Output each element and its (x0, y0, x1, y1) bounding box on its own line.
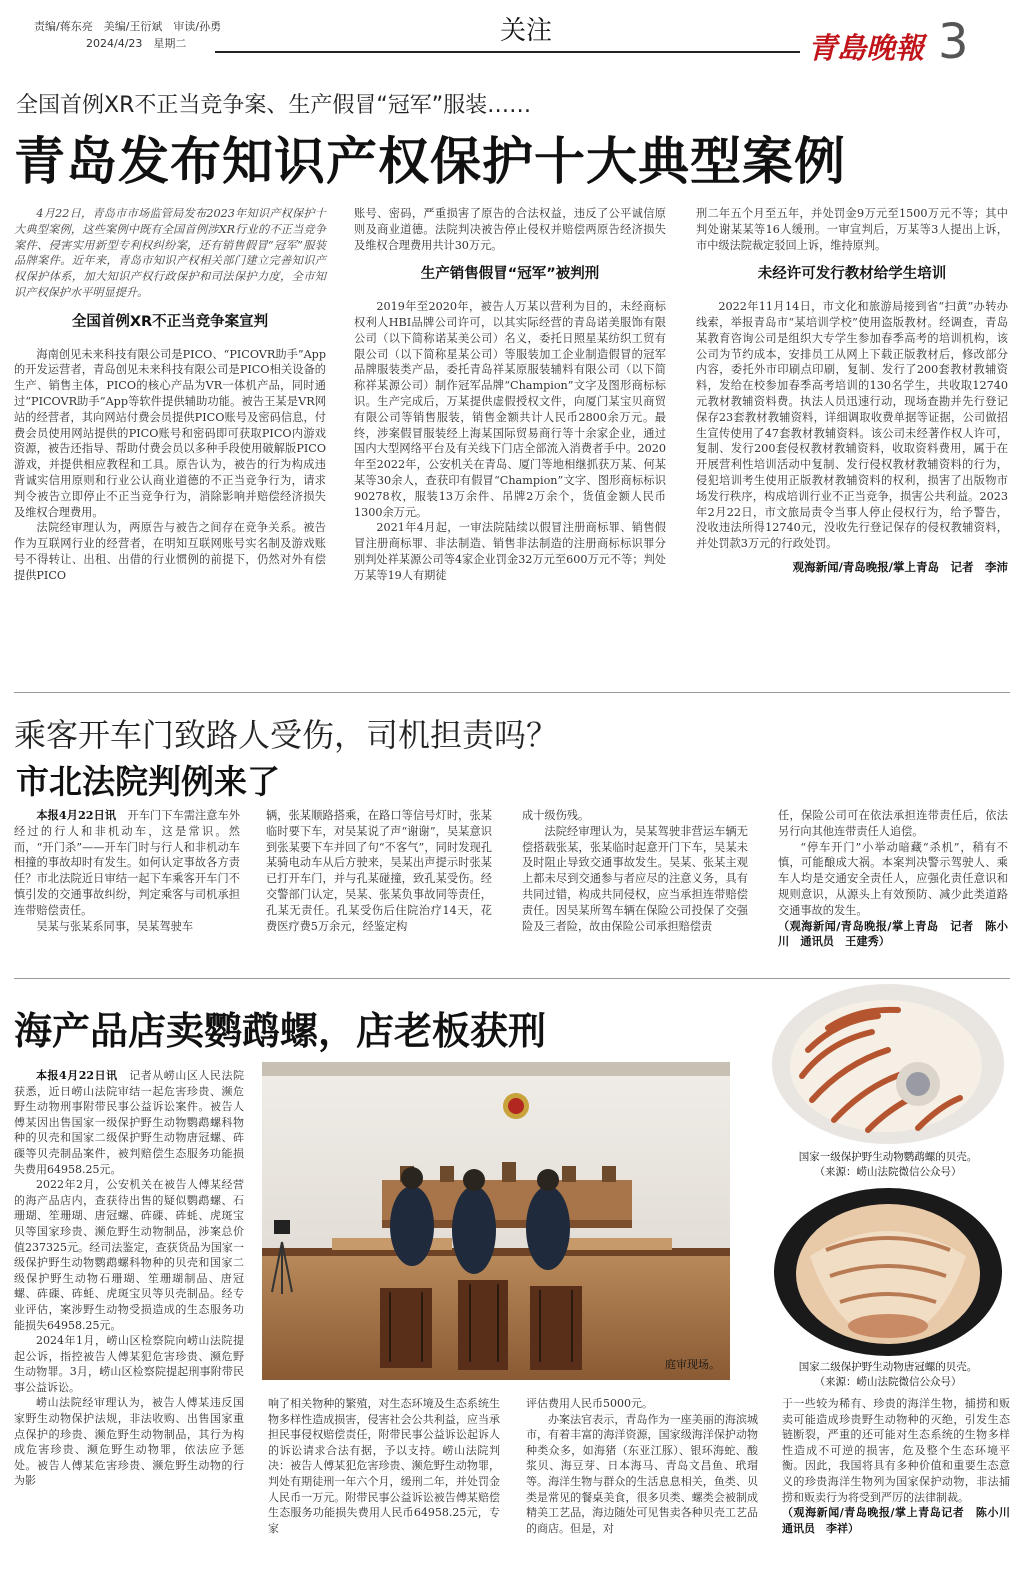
article3-paragraph: 评估费用人民币5000元。 (526, 1397, 653, 1410)
article3-byline (782, 1505, 1021, 1536)
article3-paragraph: 办案法官表示，青岛作为一座美丽的海滨城市，有着丰富的海洋资源，国家级海洋保护动物种类众多，如海猪（东亚江豚）、银环海蛇、酸浆贝、海豆芽、日本海马、青岛文昌鱼、玳瑁等。海洋生物与群众的生活息息相关，鱼类、贝类是常见的餐桌美食，很多贝类、螺类会被制成精美工艺品，海边随处可见售卖各种贝壳工艺品的商店。但是，对 (526, 1412, 758, 1535)
article1-col2 (354, 206, 666, 584)
courtroom-illustration (262, 1062, 730, 1380)
article2-text: 开车门下车需注意车外经过的行人和非机动车，这是常识。然而，“开门杀”——开车门时与行人和非机动车相撞的事故却时有发生。如何认定事故各方责任？市北法院近日审结一起下车乘客开车门不慎引发的交通事故纠纷，判定乘客与司机承担连带赔偿责任。 (14, 809, 240, 917)
article1-lead: 4月22日，青岛市市场监管局发布2023年知识产权保护十大典型案例，这些案例中既有全国首例涉XR行业的不正当竞争案件、侵害实用新型专利权纠纷案，还有销售假冒“冠军”服装品牌案件。近年来，青岛市知识产权相关部门建立完善知识产权保护体系，加大知识产权行政保护和司法保护力度，全市知识产权保护水平明显提升。 (14, 207, 326, 299)
caption-source: （来源：崂山法院微信公众号） (814, 1376, 962, 1388)
page-number: 3 (938, 14, 969, 70)
article1-paragraph: 2021年4月起，一审法院陆续以假冒注册商标罪、销售假冒注册商标罪、非法制造、销售非法制造的注册商标标识罪分别判处祥某源公司等4家企业罚金32万元至600万元不等；判处万某等19人有期徒 (354, 521, 666, 582)
byline-reporters: 记者 陈小川 通讯员 李祥） (782, 1506, 1021, 1535)
byline-outlet: （观海新闻/青岛晚报/掌上青岛 (782, 1506, 942, 1520)
article1-byline: 观海新闻/青岛晚报/掌上青岛 记者 李沛 (792, 559, 1008, 574)
article1-paragraph: 刑二年五个月至五年，并处罚金9万元至1500万元不等；其中判处谢某某等16人缓刑。一审宣判后，万某等3人提出上诉，市中级法院裁定驳回上诉，维持原判。 (696, 207, 1008, 252)
section-title: 关注 (500, 16, 553, 46)
article3-paragraph: 响了相关物种的繁殖，对生态环境及生态系统生物多样性造成损害，侵害社会公共利益，应当承担民事侵权赔偿责任，附带民事公益诉讼起诉人的诉讼请求合法有据，予以支持。崂山法院判决：被告人傅某犯危害珍贵、濒危野生动物罪，判处有期徒刑一年六个月，缓刑二年，并处罚金人民币一万元。附带民事公益诉讼被告傅某赔偿生态服务功能损失费用人民币64958.25元，专家 (268, 1397, 500, 1535)
caption-text: 国家一级保护野生动物鹦鹉螺的贝壳。 (798, 1151, 978, 1163)
photo-caption: 庭审现场。 (665, 1358, 720, 1371)
newspaper-masthead: 青島晚報 (808, 31, 925, 65)
article1-paragraph: 法院经审理认为，两原告与被告之间存在竞争关系。被告作为互联网行业的经营者，在明知互联网账号实名制及游戏账号不得转让、出租、出借的行业惯例的前提下，仍然对外有偿提供PICO (14, 521, 326, 582)
page-header-meta (34, 18, 221, 52)
article1-col1 (14, 206, 326, 584)
nautilus-shell-photo (768, 980, 1008, 1148)
article2-col2 (266, 808, 492, 934)
article2-paragraph: 任，保险公司可在依法承担连带责任后，依法另行向其他连带责任人追偿。 (778, 809, 1008, 838)
shell-caption-1 (768, 1150, 1008, 1180)
article3-headline: 海产品店卖鹦鹉螺，店老板获刑 (14, 1009, 547, 1053)
editor-credits: 责编/蒋东亮 美编/王衍斌 审读/孙勇 (34, 20, 222, 33)
article3-col1 (14, 1068, 244, 1489)
article1-subhead-1: 全国首例XR不正当竞争案宣判 (71, 313, 269, 330)
article2-paragraph: 法院经审理认为，吴某驾驶非营运车辆无偿搭载张某，张某临时起意开门下车，吴某未及时阻止导致交通事故发生。吴某、张某主观上都未尽到交通参与者应尽的注意义务，具有共同过错，构成共同侵权，应当承担连带赔偿责任。因吴某所驾车辆在保险公司投保了交强险及三者险，故由保险公司承担赔偿责 (522, 824, 748, 933)
dateline: 本报4月22日讯 (36, 1069, 118, 1082)
article3-col3 (526, 1396, 758, 1536)
divider (14, 692, 1010, 693)
article1-headline: 青岛发布知识产权保护十大典型案例 (14, 133, 847, 192)
shell-caption-2 (768, 1360, 1008, 1390)
article2-col3 (522, 808, 748, 934)
article2-col4 (778, 808, 1008, 950)
article3-paragraph: 2022年2月，公安机关在被告人傅某经营的海产品店内，查获待出售的疑似鹦鹉螺、石珊瑚、笙珊瑚、唐冠螺、砗磲、砗蚝、虎斑宝贝等国家珍贵、濒危野生动物制品，涉案总价值237325元。经司法鉴定，查获货品为国家一级保护野生动物鹦鹉螺科物种的贝壳和国家二级保护野生动物石珊瑚、笙珊瑚制品、唐冠螺、砗磲、砗蚝、虎斑宝贝等贝壳制品。经专业评估，案涉野生动物受损造成的生态服务功能损失64958.25元。 (14, 1178, 244, 1332)
article2-paragraph: 成十级伤残。 (522, 809, 590, 822)
article2-headline: 市北法院判例来了 (16, 762, 280, 801)
article2-byline: （观海新闻/青岛晚报/掌上青岛 记者 陈小川 通讯员 王建秀） (778, 918, 1008, 949)
courtroom-photo (262, 1062, 730, 1380)
article1-subhead-2: 生产销售假冒“冠军”被判刑 (420, 266, 600, 283)
helmet-shell-photo (770, 1186, 1006, 1358)
article1-paragraph: 2022年11月14日，市文化和旅游局接到省“扫黄”办转办线索，举报青岛市“某培训学校”使用盗版教材。经调查，青岛某教育咨询公司是组织大专学生参加春季高考的培训机构，该公司为节约成本，安排员工从网上下载正版教材后，修改部分内容，委托外市印刷点印刷，复制、发行了200套教材教辅资料，发给在校参加春季高考培训的130名学生，共收取12740元教材教辅资料费。执法人员迅速行动，现场查勘并先行登记保存23套教材教辅资料，详细调取收费单据等证据，公司做招生宣传使用了47套教材教辅资料。该公司未经著作权人许可，复制、发行200套侵权教材教辅资料，收取资料费用，属于在开展营利性培训活动中复制、发行侵权教材教辅资料的行为，侵犯培训考生使用正版教材教辅资料的权利，损害了出版物市场发行秩序，构成培训行业不正当竞争，损害公共利益。2023年2月22日，市文旅局责令当事人停止侵权行为，给予警告，没收违法所得12740元，没收先行登记保存的侵权教辅资料，并处罚款3万元的行政处罚。 (696, 300, 1008, 551)
dateline: 本报4月22日讯 (36, 808, 117, 822)
article3-paragraph: 崂山法院经审理认为，被告人傅某违反国家野生动物保护法规，非法收购、出售国家重点保护的珍贵、濒危野生动物制品，其行为构成危害珍贵、濒危野生动物罪，依法应予惩处。被告人傅某危害珍贵、濒危野生动物的行为影 (14, 1396, 244, 1488)
article2-paragraph: 吴某与张某系同事，吴某驾驶车 (36, 919, 194, 933)
article3-paragraph: 于一些较为稀有、珍贵的海洋生物，捕捞和贩卖可能造成珍贵野生动物种的灭绝，引发生态链断裂，严重的还可能对生态系统的生物多样性造成不可逆的损害，危及整个生态环境平衡。因此，我国将具有多种价值和重要生态意义的珍贵海洋生物列为国家保护动物，非法捕捞和贩卖行为将受到严厉的法律制裁。 (782, 1397, 1010, 1504)
article1-kicker: 全国首例XR不正当竞争案、生产假冒“冠军”服装…… (16, 93, 532, 118)
article3-paragraph: 2024年1月，崂山区检察院向崂山法院提起公诉，指控被告人傅某犯危害珍贵、濒危野生动物罪。3月，崂山区检察院提起刑事附带民事公益诉讼。 (14, 1334, 244, 1394)
article2-col1 (14, 808, 240, 934)
article3-text: 记者从崂山区人民法院获悉，近日崂山法院审结一起危害珍贵、濒危野生动物刑事附带民事公益诉讼案件。被告人傅某因出售国家一级保护野生动物鹦鹉螺科物种的贝壳和国家二级保护野生动物唐冠螺、砗磲等贝壳制品案件，被判赔偿生态服务功能损失费用64958.25元。 (14, 1069, 244, 1176)
article2-paragraph: “停车开门”小举动暗藏“杀机”，稍有不慎，可能酿成大祸。本案判决警示驾驶人、乘车人均是交通安全责任人，应强化责任意识和规则意识，从源头上有效预防、减少此类道路交通事故的发生。 (778, 840, 1008, 917)
article1-subhead-3: 未经许可发行教材给学生培训 (757, 266, 947, 283)
article1-col3 (696, 206, 1008, 576)
article1-paragraph: 账号、密码，严重损害了原告的合法权益，违反了公平诚信原则及商业道德。法院判决被告停止侵权并赔偿两原告经济损失及维权合理费用共计30万元。 (354, 207, 666, 252)
article2-kicker: 乘客开车门致路人受伤，司机担责吗？ (14, 716, 559, 754)
article1-paragraph: 2019年至2020年，被告人万某以营利为目的，未经商标权利人HBI品牌公司许可，以其实际经营的青岛诺美服饰有限公司（以下简称诺某美公司）名义，委托日照星某纺织工贸有限公司（以下简称星某公司）等服装加工企业制造假冒的冠军品牌服装类产品，委托青岛祥某原服装辅料有限公司（以下简称祥某源公司）制作冠军品牌“Champion”文字及图形商标标识。生产完成后，万某提供虚假授权文件，向厦门某宝贝商贸有限公司等销售服装，销售金额共计人民币2800余万元。最终，涉案假冒服装经上海某国际贸易商行等十余家企业，通过国内大型网络平台及有关线下门店全部流入消费者手中。2020年至2022年，公安机关在青岛、厦门等地相继抓获万某、何某某等30余人，查获印有假冒“Champion”文字、图形商标标识90278枚，服装13万余件、吊牌2万余个，货值金额人民币1300余万元。 (354, 300, 666, 519)
caption-text: 国家二级保护野生动物唐冠螺的贝壳。 (798, 1361, 978, 1373)
article3-col2 (268, 1396, 500, 1536)
issue-date: 2024/4/23 星期二 (86, 37, 187, 50)
article3-col4 (782, 1396, 1021, 1536)
divider (14, 978, 1010, 979)
caption-source: （来源：崂山法院微信公众号） (814, 1166, 962, 1178)
header-rule (215, 51, 800, 53)
article1-paragraph: 海南创见未来科技有限公司是PICO、“PICOVR助手”App的开发运营者，青岛创见未来科技有限公司是PICO相关设备的生产、销售主体，PICO的核心产品为VR一体机产品，同时通过“PICOVR助手”App等软件提供辅助功能。被告王某是VR网站的经营者，其向网站付费会员提供PICO账号及密码信息，付费会员使用网站提供的PICO账号和密码即可获取PICO内游戏资源，被告还指导、帮助付费会员以多种手段使用破解版PICO游戏，并提供相应教程和工具。原告认为，被告的行为构成违背诚实信用原则和行业公认商业道德的不正当竞争行为，请求判令被告立即停止不正当竞争行为，消除影响并赔偿经济损失及维权合理费用。 (14, 347, 326, 519)
article2-paragraph: 辆，张某顺路搭乘，在路口等信号灯时，张某临时要下车，对吴某说了声“谢谢”，吴某意识到张某要下车并回了句“不客气”，同时发现孔某骑电动车从后方驶来，吴某出声提示时张某已打开车门，并与孔某碰撞，致孔某受伤。经交警部门认定，吴某、张某负事故同等责任，孔某无责任。孔某受伤后住院治疗14天，花费医疗费5万余元，经鉴定构 (266, 809, 492, 933)
